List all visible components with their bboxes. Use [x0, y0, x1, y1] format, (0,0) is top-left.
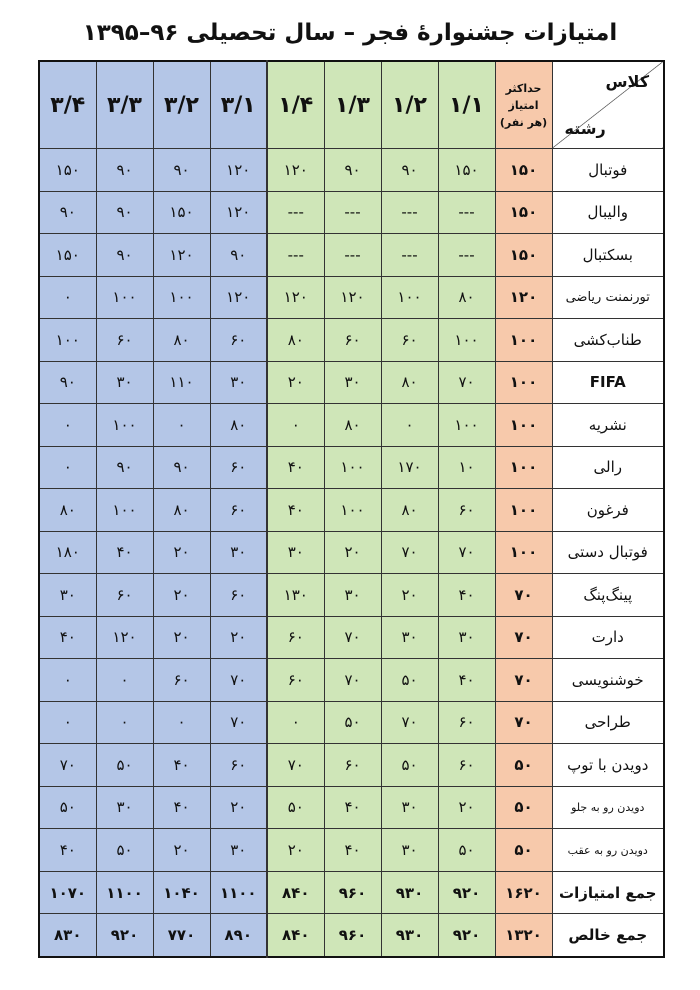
score-cell: ۸۰ — [153, 319, 210, 362]
score-cell: ۵۰ — [324, 701, 381, 744]
field-name: طراحی — [552, 701, 664, 744]
score-cell: ۰ — [39, 276, 96, 319]
field-name: فوتبال — [552, 149, 664, 192]
score-cell: ۱۰۰ — [381, 276, 438, 319]
max-score-cell: ۷۰ — [495, 701, 552, 744]
score-cell: ۱۱۰ — [153, 361, 210, 404]
max-score-cell: ۵۰ — [495, 744, 552, 787]
score-cell: --- — [267, 191, 324, 234]
max-score-cell: ۱۵۰ — [495, 191, 552, 234]
max-score-header-line2: امتیاز — [508, 98, 539, 112]
score-cell: ۸۰ — [153, 489, 210, 532]
score-cell: ۸۰ — [381, 361, 438, 404]
score-cell: ۲۰ — [267, 829, 324, 872]
score-cell: ۴۰ — [153, 744, 210, 787]
score-cell: ۲۰ — [267, 361, 324, 404]
total-row — [39, 871, 664, 914]
score-cell: ۶۰ — [438, 489, 495, 532]
score-cell: ۱۲۰ — [210, 149, 267, 192]
score-cell: ۹۶۰ — [324, 871, 381, 914]
table-row — [39, 574, 664, 617]
class-header: ۱/۱ — [438, 61, 495, 149]
score-cell: ۴۰ — [39, 829, 96, 872]
score-cell: ۷۰ — [210, 659, 267, 702]
score-cell: ۶۰ — [438, 701, 495, 744]
score-cell: ۱۰۷۰ — [39, 871, 96, 914]
max-score-cell: ۱۰۰ — [495, 489, 552, 532]
score-cell: ۱۰۰ — [96, 489, 153, 532]
score-cell: ۹۳۰ — [381, 871, 438, 914]
score-cell: ۱۰۰ — [96, 276, 153, 319]
score-cell: ۲۰ — [153, 829, 210, 872]
score-cell: ۹۰ — [153, 446, 210, 489]
score-cell: ۶۰ — [96, 574, 153, 617]
score-cell: ۰ — [39, 701, 96, 744]
score-cell: ۷۰ — [324, 616, 381, 659]
score-cell: --- — [381, 191, 438, 234]
score-cell: ۱۰۰ — [39, 319, 96, 362]
corner-field-label: رشته — [564, 119, 606, 138]
max-score-cell: ۱۵۰ — [495, 234, 552, 277]
score-cell: ۶۰ — [210, 319, 267, 362]
max-score-cell: ۱۵۰ — [495, 149, 552, 192]
score-cell: ۱۰۰ — [96, 404, 153, 447]
corner-class-label: کلاس — [605, 72, 649, 91]
max-score-header-line1: حداکثر — [505, 81, 542, 95]
score-cell: ۶۰ — [267, 616, 324, 659]
field-name: تورنمنت ریاضی — [552, 276, 664, 319]
score-cell: ۱۲۰ — [153, 234, 210, 277]
field-name: پینگ‌پنگ — [552, 574, 664, 617]
field-name: بسکتبال — [552, 234, 664, 277]
score-cell: ۸۹۰ — [210, 914, 267, 957]
class-header: ۳/۱ — [210, 61, 267, 149]
score-cell: ۱۱۰۰ — [96, 871, 153, 914]
score-cell: ۵۰ — [381, 659, 438, 702]
score-cell: ۷۰ — [39, 744, 96, 787]
score-cell: ۰ — [267, 701, 324, 744]
score-cell: ۰ — [39, 659, 96, 702]
total-row — [39, 914, 664, 957]
score-cell: ۴۰ — [324, 786, 381, 829]
score-cell: ۵۰ — [96, 744, 153, 787]
field-name: فوتبال دستی — [552, 531, 664, 574]
field-name: رالی — [552, 446, 664, 489]
total-label: جمع امتیازات — [552, 871, 664, 914]
max-score-cell: ۵۰ — [495, 829, 552, 872]
score-cell: ۹۰ — [39, 191, 96, 234]
score-cell: ۵۰ — [96, 829, 153, 872]
score-cell: ۳۰ — [324, 361, 381, 404]
score-cell: --- — [438, 234, 495, 277]
max-score-cell: ۱۰۰ — [495, 361, 552, 404]
score-cell: ۴۰ — [153, 786, 210, 829]
max-score-cell: ۱۳۲۰ — [495, 914, 552, 957]
max-score-cell: ۷۰ — [495, 616, 552, 659]
score-cell: ۶۰ — [210, 574, 267, 617]
max-score-header — [495, 61, 552, 149]
score-cell: ۱۵۰ — [438, 149, 495, 192]
score-cell: ۰ — [96, 701, 153, 744]
table-row — [39, 404, 664, 447]
score-cell: --- — [438, 191, 495, 234]
header-row — [39, 61, 664, 149]
field-name: خوشنویسی — [552, 659, 664, 702]
score-cell: ۹۰ — [39, 361, 96, 404]
score-cell: ۱۰۰ — [438, 319, 495, 362]
table-row — [39, 701, 664, 744]
score-cell: ۳۰ — [210, 531, 267, 574]
max-score-cell: ۱۰۰ — [495, 404, 552, 447]
score-cell: ۹۲۰ — [438, 871, 495, 914]
score-cell: ۵۰ — [438, 829, 495, 872]
page-title: امتیازات جشنوارهٔ فجر – سال تحصیلی ۹۶–۱۳۹۵ — [82, 20, 618, 46]
score-cell: ۹۰ — [96, 149, 153, 192]
field-name: دارت — [552, 616, 664, 659]
table-row — [39, 319, 664, 362]
max-score-cell: ۷۰ — [495, 659, 552, 702]
score-cell: ۰ — [153, 404, 210, 447]
score-cell: ۷۰ — [438, 531, 495, 574]
score-cell: ۱۱۰۰ — [210, 871, 267, 914]
score-cell: ۱۰۰ — [324, 446, 381, 489]
score-cell: ۲۰ — [210, 616, 267, 659]
score-cell: ۹۰ — [381, 149, 438, 192]
score-cell: ۶۰ — [324, 319, 381, 362]
table-row — [39, 786, 664, 829]
score-cell: ۶۰ — [438, 744, 495, 787]
table-row — [39, 659, 664, 702]
score-cell: --- — [324, 234, 381, 277]
score-cell: ۶۰ — [324, 744, 381, 787]
score-cell: ۶۰ — [210, 489, 267, 532]
max-score-cell: ۱۰۰ — [495, 319, 552, 362]
score-cell: ۹۰ — [96, 191, 153, 234]
max-score-cell: ۱۶۲۰ — [495, 871, 552, 914]
class-header: ۱/۳ — [324, 61, 381, 149]
score-cell: ۹۰ — [324, 149, 381, 192]
score-cell: ۷۰ — [210, 701, 267, 744]
score-cell: ۳۰ — [210, 829, 267, 872]
score-cell: ۶۰ — [210, 744, 267, 787]
score-cell: ۹۲۰ — [438, 914, 495, 957]
table-row — [39, 531, 664, 574]
field-name: نشریه — [552, 404, 664, 447]
score-cell: ۳۰ — [381, 616, 438, 659]
score-cell: ۹۰ — [210, 234, 267, 277]
score-cell: ۲۰ — [153, 574, 210, 617]
score-cell: ۷۰ — [438, 361, 495, 404]
score-cell: ۴۰ — [438, 574, 495, 617]
score-cell: ۰ — [39, 446, 96, 489]
score-cell: ۶۰ — [267, 659, 324, 702]
score-cell: ۰ — [96, 659, 153, 702]
score-cell: ۱۰۰ — [438, 404, 495, 447]
score-cell: ۲۰ — [210, 786, 267, 829]
score-cell: ۴۰ — [324, 829, 381, 872]
score-cell: ۷۰ — [381, 531, 438, 574]
table-row — [39, 744, 664, 787]
table-row — [39, 361, 664, 404]
score-table — [38, 60, 665, 958]
max-score-cell: ۱۰۰ — [495, 531, 552, 574]
score-cell: ۴۰ — [267, 446, 324, 489]
field-name: فرغون — [552, 489, 664, 532]
score-cell: ۳۰ — [381, 786, 438, 829]
score-cell: ۰ — [39, 404, 96, 447]
score-cell: ۱۵۰ — [39, 234, 96, 277]
score-cell: ۱۲۰ — [210, 191, 267, 234]
class-header: ۳/۳ — [96, 61, 153, 149]
score-cell: ۸۰ — [267, 319, 324, 362]
score-cell: ۲۰ — [324, 531, 381, 574]
score-cell: ۳۰ — [96, 361, 153, 404]
class-header: ۳/۲ — [153, 61, 210, 149]
field-name: والیبال — [552, 191, 664, 234]
max-score-cell: ۷۰ — [495, 574, 552, 617]
table-row — [39, 616, 664, 659]
score-cell: --- — [381, 234, 438, 277]
score-cell: ۰ — [267, 404, 324, 447]
score-cell: ۸۴۰ — [267, 914, 324, 957]
score-cell: ۵۰ — [267, 786, 324, 829]
score-cell: ۳۰ — [96, 786, 153, 829]
field-name: طناب‌کشی — [552, 319, 664, 362]
score-cell: ۸۰ — [438, 276, 495, 319]
score-cell: ۲۰ — [153, 616, 210, 659]
score-cell: --- — [267, 234, 324, 277]
score-cell: ۵۰ — [39, 786, 96, 829]
table-row — [39, 489, 664, 532]
score-cell: ۱۵۰ — [39, 149, 96, 192]
field-name: دویدن رو به جلو — [552, 786, 664, 829]
score-cell: ۱۲۰ — [324, 276, 381, 319]
score-cell: ۸۳۰ — [39, 914, 96, 957]
score-cell: ۹۶۰ — [324, 914, 381, 957]
score-cell: ۱۲۰ — [267, 276, 324, 319]
score-cell: ۳۰ — [267, 531, 324, 574]
score-cell: ۳۰ — [381, 829, 438, 872]
score-cell: ۴۰ — [438, 659, 495, 702]
score-cell: ۶۰ — [96, 319, 153, 362]
score-cell: ۳۰ — [438, 616, 495, 659]
field-name: دویدن با توپ — [552, 744, 664, 787]
field-name: FIFA — [552, 361, 664, 404]
score-cell: ۵۰ — [381, 744, 438, 787]
score-cell: ۷۰ — [267, 744, 324, 787]
max-score-cell: ۵۰ — [495, 786, 552, 829]
score-cell: ۹۳۰ — [381, 914, 438, 957]
score-cell: ۱۵۰ — [153, 191, 210, 234]
score-cell: ۲۰ — [381, 574, 438, 617]
score-cell: ۱۰ — [438, 446, 495, 489]
score-cell: ۱۰۴۰ — [153, 871, 210, 914]
score-cell: ۱۸۰ — [39, 531, 96, 574]
table-row — [39, 149, 664, 192]
score-cell: ۲۰ — [438, 786, 495, 829]
class-header: ۱/۲ — [381, 61, 438, 149]
score-cell: ۲۰ — [153, 531, 210, 574]
score-cell: ۳۰ — [324, 574, 381, 617]
score-cell: ۸۴۰ — [267, 871, 324, 914]
table-row — [39, 234, 664, 277]
max-score-cell: ۱۲۰ — [495, 276, 552, 319]
table-row — [39, 446, 664, 489]
score-cell: ۱۲۰ — [96, 616, 153, 659]
score-cell: ۷۷۰ — [153, 914, 210, 957]
score-cell: ۹۰ — [96, 234, 153, 277]
score-cell: ۹۰ — [153, 149, 210, 192]
score-cell: ۴۰ — [267, 489, 324, 532]
score-cell: ۹۲۰ — [96, 914, 153, 957]
class-header: ۱/۴ — [267, 61, 324, 149]
score-cell: ۸۰ — [210, 404, 267, 447]
score-cell: ۱۷۰ — [381, 446, 438, 489]
score-cell: ۶۰ — [153, 659, 210, 702]
score-cell: ۱۲۰ — [267, 149, 324, 192]
score-cell: ۶۰ — [210, 446, 267, 489]
score-cell: ۴۰ — [96, 531, 153, 574]
score-cell: ۰ — [153, 701, 210, 744]
max-score-header-line3: (هر نفر) — [499, 115, 548, 129]
score-cell: ۸۰ — [39, 489, 96, 532]
class-header: ۳/۴ — [39, 61, 96, 149]
table-row — [39, 276, 664, 319]
score-cell: ۳۰ — [39, 574, 96, 617]
score-cell: ۸۰ — [324, 404, 381, 447]
corner-header — [552, 61, 664, 149]
score-cell: ۷۰ — [324, 659, 381, 702]
score-cell: ۳۰ — [210, 361, 267, 404]
max-score-cell: ۱۰۰ — [495, 446, 552, 489]
score-cell: --- — [324, 191, 381, 234]
score-cell: ۰ — [381, 404, 438, 447]
score-cell: ۱۰۰ — [324, 489, 381, 532]
score-cell: ۱۳۰ — [267, 574, 324, 617]
score-cell: ۹۰ — [96, 446, 153, 489]
table-row — [39, 191, 664, 234]
score-cell: ۱۰۰ — [153, 276, 210, 319]
total-label: جمع خالص — [552, 914, 664, 957]
score-cell: ۷۰ — [381, 701, 438, 744]
score-cell: ۶۰ — [381, 319, 438, 362]
score-cell: ۴۰ — [39, 616, 96, 659]
field-name: دویدن رو به عقب — [552, 829, 664, 872]
score-cell: ۱۲۰ — [210, 276, 267, 319]
score-cell: ۸۰ — [381, 489, 438, 532]
table-row — [39, 829, 664, 872]
